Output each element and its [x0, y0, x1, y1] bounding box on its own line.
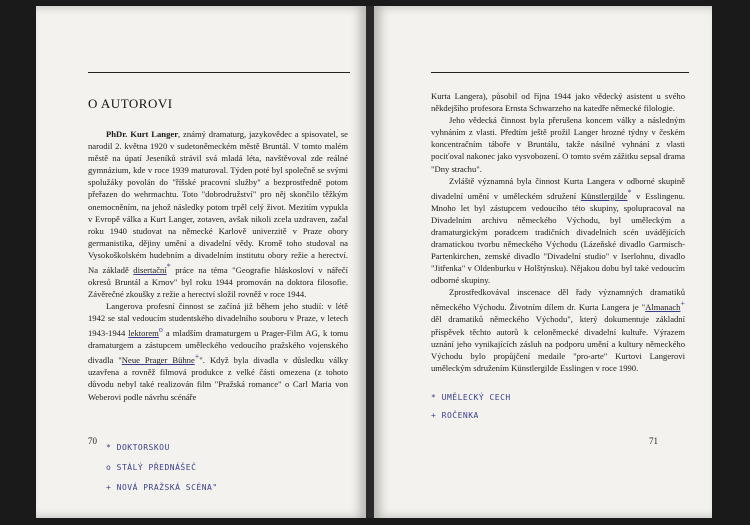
left-page: [36, 6, 366, 518]
book-gutter: [366, 6, 374, 518]
header-rule: [88, 72, 350, 73]
right-page: [374, 6, 712, 518]
paragraph: Zprostředkovával inscenace děl řady významných dramatiků německého Východu. Životním dílem dr. Kurta Langera je "Almanach+ děl dramatiků německého Východu", který dokumentuje základní příspěvek těchto autorů k celoněmecké divadelní kultuře. Výrazem uznání jeho vynikajících zásluh na podporu umění a kultury německého Východu bylo propůjčení medaile "pro-arte" Kurtovi Langerovi uměleckým sdružením Künstlergilde Esslingen v roce 1990.: [431, 287, 685, 373]
handwritten-note: * DOKTORSKOU: [106, 443, 170, 452]
handwritten-note: * UMĚLECKÝ CECH: [431, 393, 511, 402]
author-name: PhDr. Kurt Langer: [106, 129, 179, 139]
page-number: 70: [88, 436, 97, 446]
paragraph: Jeho vědecká činnost byla přerušena koncem války a následným vyhnáním z vlasti. Předtím ještě prožil Langer hrozné týdny v českém koncentračním táboře v Bruntálu, takže násilné vyhnání z vlasti pociťoval nakonec jako vysvobození. O tomto svém zážitku sepsal drama "Dny strachu".: [431, 115, 685, 174]
handwritten-note: + ROČENKA: [431, 411, 479, 420]
handwritten-note: + NOVÁ PRAŽSKÁ SCÉNA": [106, 483, 218, 492]
paragraph: Kurta Langera), působil od října 1944 jako vědecký asistent u svého někdejšího profesora Ernsta Schwarzeho na katedře německé filologie.: [431, 91, 685, 114]
page-number: 71: [649, 436, 658, 446]
left-body-text: [88, 128, 348, 403]
header-rule: [431, 72, 689, 73]
handwritten-note: o STÁLÝ PŘEDNÁŠEČ: [106, 463, 197, 472]
page-title: O AUTOROVI: [88, 96, 173, 111]
paragraph: Langerova profesní činnost se začíná již během jeho studií: v létě 1942 se stal vedoucím studentského divadelního souboru v Praze, v letech 1943-1944 lektoremo a mladším dramaturgem u Prager-Film AG, k tomu dramaturgem a zástupcem uměleckého vedoucího pražského vojenského divadla "Neue Prager Bühne+". Když byla divadla v důsledku války uzavřena a rovněž filmová produkce z velké části omezena (z tohoto důvodu nebyl také realizován film "Pražská romance" o Carl Maria von Weberovi podle návrhu scénáře: [88, 301, 349, 402]
paragraph: Zvláště významná byla činnost Kurta Langera v odborné skupině divadelní umění v uměleckém sdružení Künstlergilde* v Esslingenu. Mnoho let byl zástupcem vedoucího této skupiny, spolupracoval na Divadelním archivu německého Východu, byl uměleckým a dramaturgickým poradcem tradičních divadelních scén uvádějících dramatickou tvorbu německého Východu (Lázeňské divadlo Garmisch-Partenkirchen, zemské divadlo "Divadelní studio" v Iserlohnu, divadlo "Jitřenka" v Oldenburku v Holštýnsku). Nějakou dobu byl také vedoucím odborné skupiny.: [431, 175, 685, 286]
right-body-text: [431, 90, 685, 374]
paragraph: PhDr. Kurt Langer, známý dramaturg, jazykovědec a spisovatel, se narodil 2. května 1920 v sudetoněmeckém městě Bruntál. V tomto malém městě na úpatí Jeseníků strávil svá mladá léta, navštěvoval zde reálné gymnázium, kde v roce 1939 maturoval. Týden poté byl společně se svými spolužáky povolán do "říšské pracovní služby" a bezprostředně potom přeřazen do wehrmachtu. Toto "dobrodružství" pro něj skončilo těžkým onemocněním, na jehož následky potom trpěl celý život. Mezitím vypukla v Evropě válka a Kurt Langer, zotaven, avšak nikoli zcela uzdraven, začal roku 1940 studovat na německé Karlově univerzitě v Praze obory germanistika, dějiny umění a divadelní vědy. Kromě toho studoval na Vysokoškolském hudebním a divadelním institutu obory režie a herectví. Na základě disertační* práce na téma "Geografie hláskosloví v nářečí okresů Bruntál a Krnov" byl roku 1944 promován na doktora filosofie. Závěrečné zkoušky z režie a herectví složil rovněž v roce 1944.: [88, 129, 348, 300]
